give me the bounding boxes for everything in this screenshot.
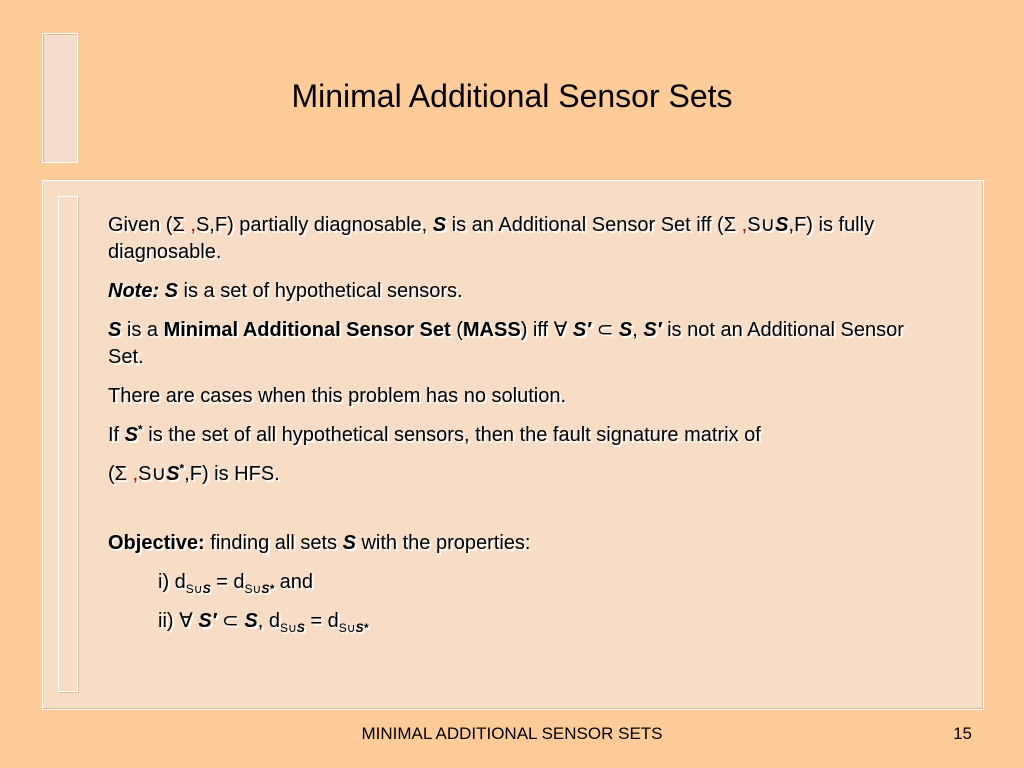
subscript	[186, 582, 211, 596]
union-symbol: ∪	[760, 214, 776, 236]
forall-symbol: ∀	[179, 610, 193, 632]
symbol-s: S	[432, 214, 447, 236]
sigma-symbol: Σ	[172, 214, 185, 236]
text-if: If	[108, 424, 125, 446]
paragraph-hfs	[108, 461, 928, 488]
subscript-text: S∪	[338, 621, 356, 635]
subscript-symbol: S	[296, 621, 305, 635]
sigma-symbol: Σ	[723, 214, 737, 236]
text-paren: (	[450, 319, 463, 341]
star-superscript: *	[138, 422, 143, 437]
star-superscript: *	[179, 461, 185, 476]
symbol-s-prime: S′	[643, 319, 662, 341]
paragraph-objective	[108, 530, 928, 557]
symbol-s: S	[124, 424, 139, 446]
text-fully-diagnosable: ,F) is fully diagnosable.	[108, 214, 875, 263]
symbol-s-prime: S′	[572, 319, 592, 341]
paragraph-hypothetical	[108, 422, 928, 449]
forall-symbol: ∀	[553, 319, 568, 341]
red-comma: ,	[127, 463, 139, 485]
symbol-s: S	[775, 214, 789, 236]
text-given: Given (	[108, 214, 173, 236]
paragraph-no-solution: There are cases when this problem has no solution.	[108, 385, 567, 407]
subscript-symbol: S*	[355, 621, 369, 635]
note-text: is a set of hypothetical sensors.	[178, 280, 463, 302]
text-comma: ,	[632, 319, 644, 341]
property-item-2	[108, 608, 928, 635]
item-prefix: ii)	[158, 610, 180, 632]
spacer	[108, 500, 928, 530]
text-not-ass: is not an Additional Sensor Set.	[108, 319, 904, 368]
red-comma: ,	[736, 214, 748, 236]
symbol-s-prime: S′	[192, 610, 217, 632]
subscript	[245, 582, 274, 596]
paragraph-note	[108, 278, 928, 305]
text-and: and	[274, 571, 313, 593]
text-hypothetical: is the set of all hypothetical sensors, then the fault signature matrix of	[142, 424, 761, 446]
subscript-symbol: S*	[261, 582, 275, 596]
symbol-s: S	[166, 463, 180, 485]
subscript-symbol: S	[202, 582, 211, 596]
sigma-symbol: Σ	[114, 463, 128, 485]
subscript-text: S∪	[185, 582, 203, 596]
page-number: 15	[953, 724, 972, 743]
text-additional-sensor-set: is an Additional Sensor Set iff (	[446, 214, 724, 236]
subscript	[339, 621, 368, 635]
content-decoration-bar	[58, 196, 78, 692]
symbol-s-plain: S	[747, 214, 761, 236]
text-is-a: is a	[121, 319, 164, 341]
union-symbol: ∪	[151, 463, 167, 485]
symbol-s: S	[108, 319, 122, 341]
text-sf: S,F) partially diagnosable,	[195, 214, 433, 236]
note-label: Note: S	[108, 280, 178, 302]
text-d: , d	[257, 610, 280, 632]
symbol-s: S	[244, 610, 258, 632]
paragraph-mass-definition	[108, 317, 928, 371]
mass-acronym: MASS	[462, 319, 521, 341]
mass-term: Minimal Additional Sensor Set	[163, 319, 451, 341]
text-equals: = d	[304, 610, 339, 632]
subscript-text: S∪	[244, 582, 262, 596]
objective-text: finding all sets	[204, 532, 343, 554]
subscript-text: S∪	[279, 621, 297, 635]
item-prefix: i) d	[158, 571, 186, 593]
red-comma: ,	[184, 214, 196, 236]
text-hfs: ,F) is HFS.	[184, 463, 280, 485]
text-paren: (	[108, 463, 115, 485]
paragraph-given	[108, 212, 928, 266]
symbol-s-plain: S	[138, 463, 152, 485]
subscript	[280, 621, 305, 635]
text-equals: = d	[210, 571, 245, 593]
subset-symbol: ⊂	[216, 610, 245, 632]
property-item-1	[108, 569, 928, 596]
objective-label: Objective:	[108, 532, 205, 554]
objective-rest: with the properties:	[355, 532, 531, 554]
text-iff: ) iff	[520, 319, 554, 341]
subset-symbol: ⊂	[591, 319, 619, 341]
slide-title: Minimal Additional Sensor Sets	[291, 78, 733, 114]
symbol-s: S	[618, 319, 633, 341]
symbol-s: S	[342, 532, 356, 554]
slide-body	[108, 212, 928, 647]
slide-footer: MINIMAL ADDITIONAL SENSOR SETS	[361, 724, 663, 743]
